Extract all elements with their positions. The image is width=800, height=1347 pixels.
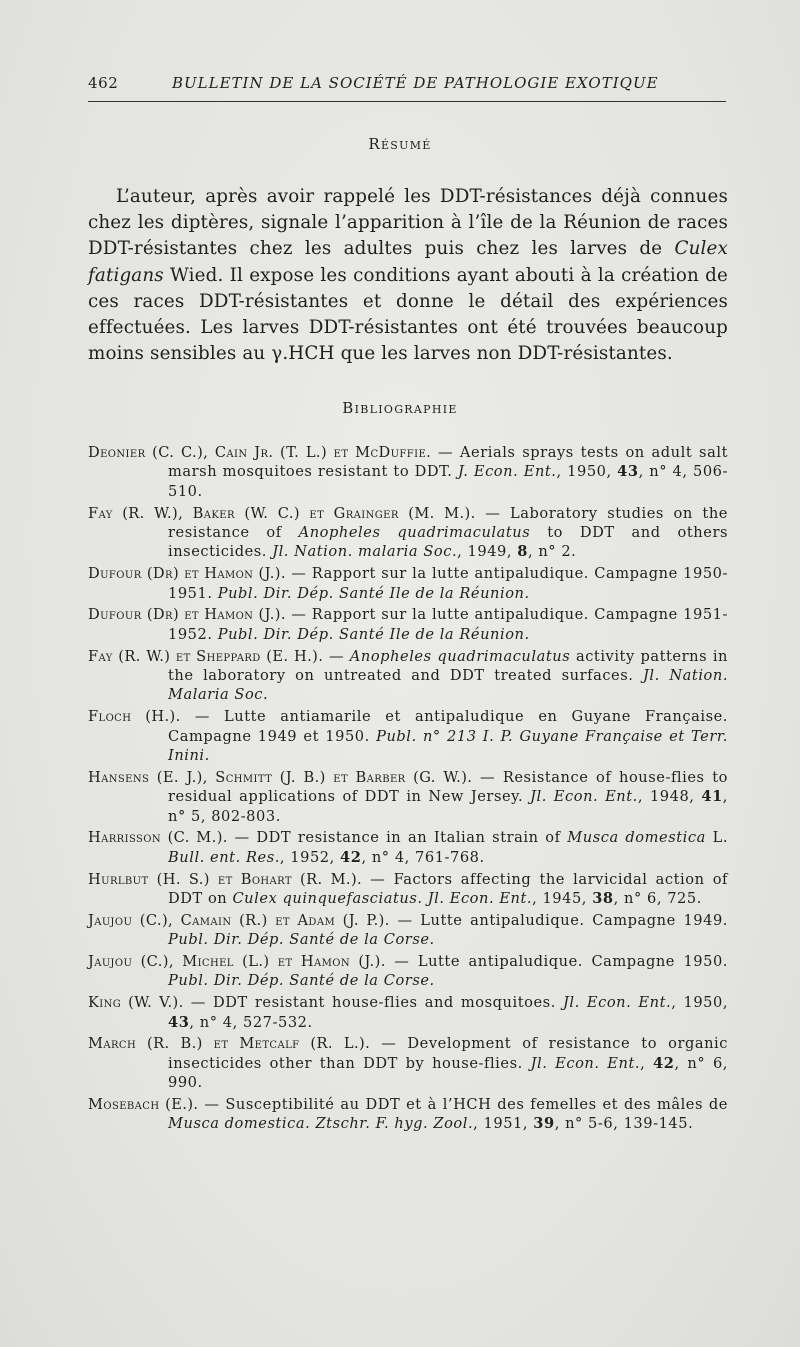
reference-italic: Musca domestica. Ztschr. F. hyg. Zool.	[168, 1115, 474, 1133]
reference-authors: Dufour (Dr) et Hamon (J.).	[88, 565, 286, 583]
reference-italic: Musca domestica	[567, 829, 706, 847]
page-number: 462	[88, 74, 119, 92]
reference-text: — Laboratory studies on the resistance of	[168, 504, 728, 542]
reference-text: , 1950,	[671, 994, 729, 1012]
reference-authors: March (R. B.) et Metcalf (R. L.).	[88, 1035, 371, 1053]
reference-text: L.	[705, 829, 729, 847]
reference-text: , n° 4, 527-532.	[189, 1013, 313, 1031]
reference-italic: Bull. ent. Res.	[168, 848, 280, 866]
reference-text: , n° 2.	[527, 543, 577, 561]
reference-volume: 43	[168, 1013, 190, 1031]
reference-volume: 38	[592, 890, 614, 908]
reference-text: — Lutte antipaludique. Campagne 1949.	[389, 911, 728, 929]
reference-volume: 42	[653, 1054, 675, 1072]
reference-list	[88, 443, 728, 1136]
reference-text: , 1951,	[473, 1115, 534, 1133]
bibliography-heading: Bibliographie	[342, 399, 458, 417]
reference-italic: Publ. Dir. Dép. Santé de la Corse.	[168, 931, 435, 949]
page-header	[88, 72, 728, 98]
reference-italic: Publ. Dir. Dép. Santé Ile de la Réunion.	[217, 625, 530, 643]
reference-entry	[88, 911, 728, 950]
reference-entry	[88, 605, 728, 644]
reference-text: activity patterns in the laboratory on untreated and DDT treated surfaces.	[168, 647, 728, 685]
reference-text: to DDT and others insecticides.	[168, 524, 729, 561]
reference-authors: Harrisson (C. M.).	[88, 829, 228, 847]
reference-authors: Mosebach (E.).	[88, 1096, 199, 1114]
resume-species: Culex fatigans	[88, 238, 728, 286]
reference-text: — Lutte antiamarile et antipaludique en Guyane Française. Campagne 1949 et 1950.	[168, 708, 728, 745]
reference-authors: Dufour (Dr) et Hamon (J.).	[88, 606, 286, 624]
reference-text: , 1948,	[637, 788, 702, 806]
header-rule	[88, 101, 726, 102]
reference-entry	[88, 504, 728, 562]
reference-text: , n° 5, 802-803.	[168, 788, 728, 825]
reference-entry	[88, 768, 728, 826]
reference-entry	[88, 564, 728, 603]
reference-entry	[88, 870, 728, 909]
reference-authors: Floch (H.).	[88, 708, 181, 726]
reference-text: , 1952,	[279, 848, 341, 866]
resume-text-1: L’auteur, après avoir rappelé les DDT-résistances déjà connues chez les diptères, signale l’apparition à l’île de la Réunion de races DDT-résistantes chez les adultes puis chez les larves de	[88, 186, 728, 260]
reference-authors: Deonier (C. C.), Cain Jr. (T. L.) et McDuffie.	[88, 444, 432, 461]
reference-authors: Hansens (E. J.), Schmitt (J. B.) et Barber (G. W.).	[88, 768, 473, 786]
reference-entry	[88, 647, 728, 705]
reference-volume: 43	[617, 463, 639, 481]
reference-authors: Jaujou (C.), Camain (R.) et Adam (J. P.).	[88, 911, 390, 929]
reference-italic: Anopheles quadrimaculatus	[349, 647, 571, 665]
reference-italic: Jl. Nation. malaria Soc.	[272, 543, 458, 561]
reference-authors: Fay (R. W.) et Sheppard (E. H.).	[88, 647, 324, 665]
reference-italic: Culex quinquefasciatus. Jl. Econ. Ent.	[232, 890, 533, 908]
resume-heading: Résumé	[368, 135, 432, 153]
reference-text: , n° 4, 506-510.	[168, 463, 729, 500]
reference-volume: 39	[533, 1115, 555, 1133]
reference-entry	[88, 993, 728, 1032]
reference-italic: Jl. Econ. Ent.	[530, 788, 638, 806]
reference-entry	[88, 1034, 728, 1092]
reference-volume: 41	[701, 788, 723, 806]
reference-italic: Anopheles quadrimaculatus	[298, 524, 531, 542]
reference-authors: Fay (R. W.), Baker (W. C.) et Grainger (M. M.).	[88, 504, 476, 522]
reference-italic: Publ. Dir. Dép. Santé Ile de la Réunion.	[217, 584, 530, 602]
reference-entry	[88, 707, 728, 765]
reference-text: — Resistance of house-flies to residual applications of DDT in New Jersey.	[168, 768, 728, 806]
reference-text: , 1949,	[457, 543, 518, 561]
reference-authors: King (W. V.).	[88, 994, 184, 1012]
reference-text: , n° 4, 761-768.	[361, 848, 485, 866]
reference-text: —	[323, 647, 350, 665]
reference-italic: Jl. Econ. Ent.	[563, 994, 672, 1012]
reference-text: — Rapport sur la lutte antipaludique. Campagne 1950-1951.	[168, 565, 728, 602]
reference-entry	[88, 1095, 728, 1134]
reference-text: ,	[640, 1054, 654, 1072]
reference-text: — DDT resistance in an Italian strain of	[227, 829, 568, 847]
reference-authors: Hurlbut (H. S.) et Bohart (R. M.).	[88, 870, 363, 888]
reference-italic: Jl. Econ. Ent.	[530, 1054, 641, 1072]
reference-text: — Rapport sur la lutte antipaludique. Campagne 1951-1952.	[168, 606, 728, 643]
reference-text: — Development of resistance to organic insecticides other than DDT by house-flies.	[168, 1035, 728, 1072]
reference-text: — DDT resistant house-flies and mosquitoes.	[183, 994, 563, 1012]
reference-authors: Jaujou (C.), Michel (L.) et Hamon (J.).	[88, 953, 386, 971]
reference-entry	[88, 828, 728, 867]
reference-entry	[88, 952, 728, 991]
reference-italic: Publ. n° 213 I. P. Guyane Française et Terr. Inini.	[168, 727, 728, 765]
reference-text: — Aerials sprays tests on adult salt marsh mosquitoes resistant to DDT.	[168, 444, 728, 481]
reference-text: — Susceptibilité au DDT et à l’HCH des femelles et des mâles de	[198, 1096, 728, 1114]
reference-volume: 42	[340, 848, 362, 866]
reference-text: , 1945,	[532, 890, 593, 908]
resume-paragraph	[88, 184, 728, 367]
reference-italic: Jl. Nation. Malaria Soc.	[168, 667, 729, 704]
reference-volume: 8	[517, 543, 528, 561]
reference-text: , n° 6, 990.	[168, 1054, 728, 1092]
reference-text: , n° 5-6, 139-145.	[554, 1115, 694, 1133]
reference-italic: J. Econ. Ent.	[457, 463, 557, 481]
resume-text-2: Wied. Il expose les conditions ayant abouti à la création de ces races DDT-résistantes et donne le détail des expériences effectuées. Les larves DDT-résistantes ont été trouvées beaucoup moins sensibles au γ.HCH que les larves non DDT-résistantes.	[88, 264, 728, 365]
reference-entry	[88, 443, 728, 501]
reference-italic: Publ. Dir. Dép. Santé de la Corse.	[168, 972, 435, 990]
running-title: BULLETIN DE LA SOCIÉTÉ DE PATHOLOGIE EXOTIQUE	[172, 74, 659, 92]
reference-text: — Lutte antipaludique. Campagne 1950.	[385, 953, 728, 971]
reference-text: , n° 6, 725.	[613, 890, 702, 908]
reference-text: — Factors affecting the larvicidal action of DDT on	[168, 870, 729, 908]
reference-text: , 1950,	[556, 463, 618, 481]
